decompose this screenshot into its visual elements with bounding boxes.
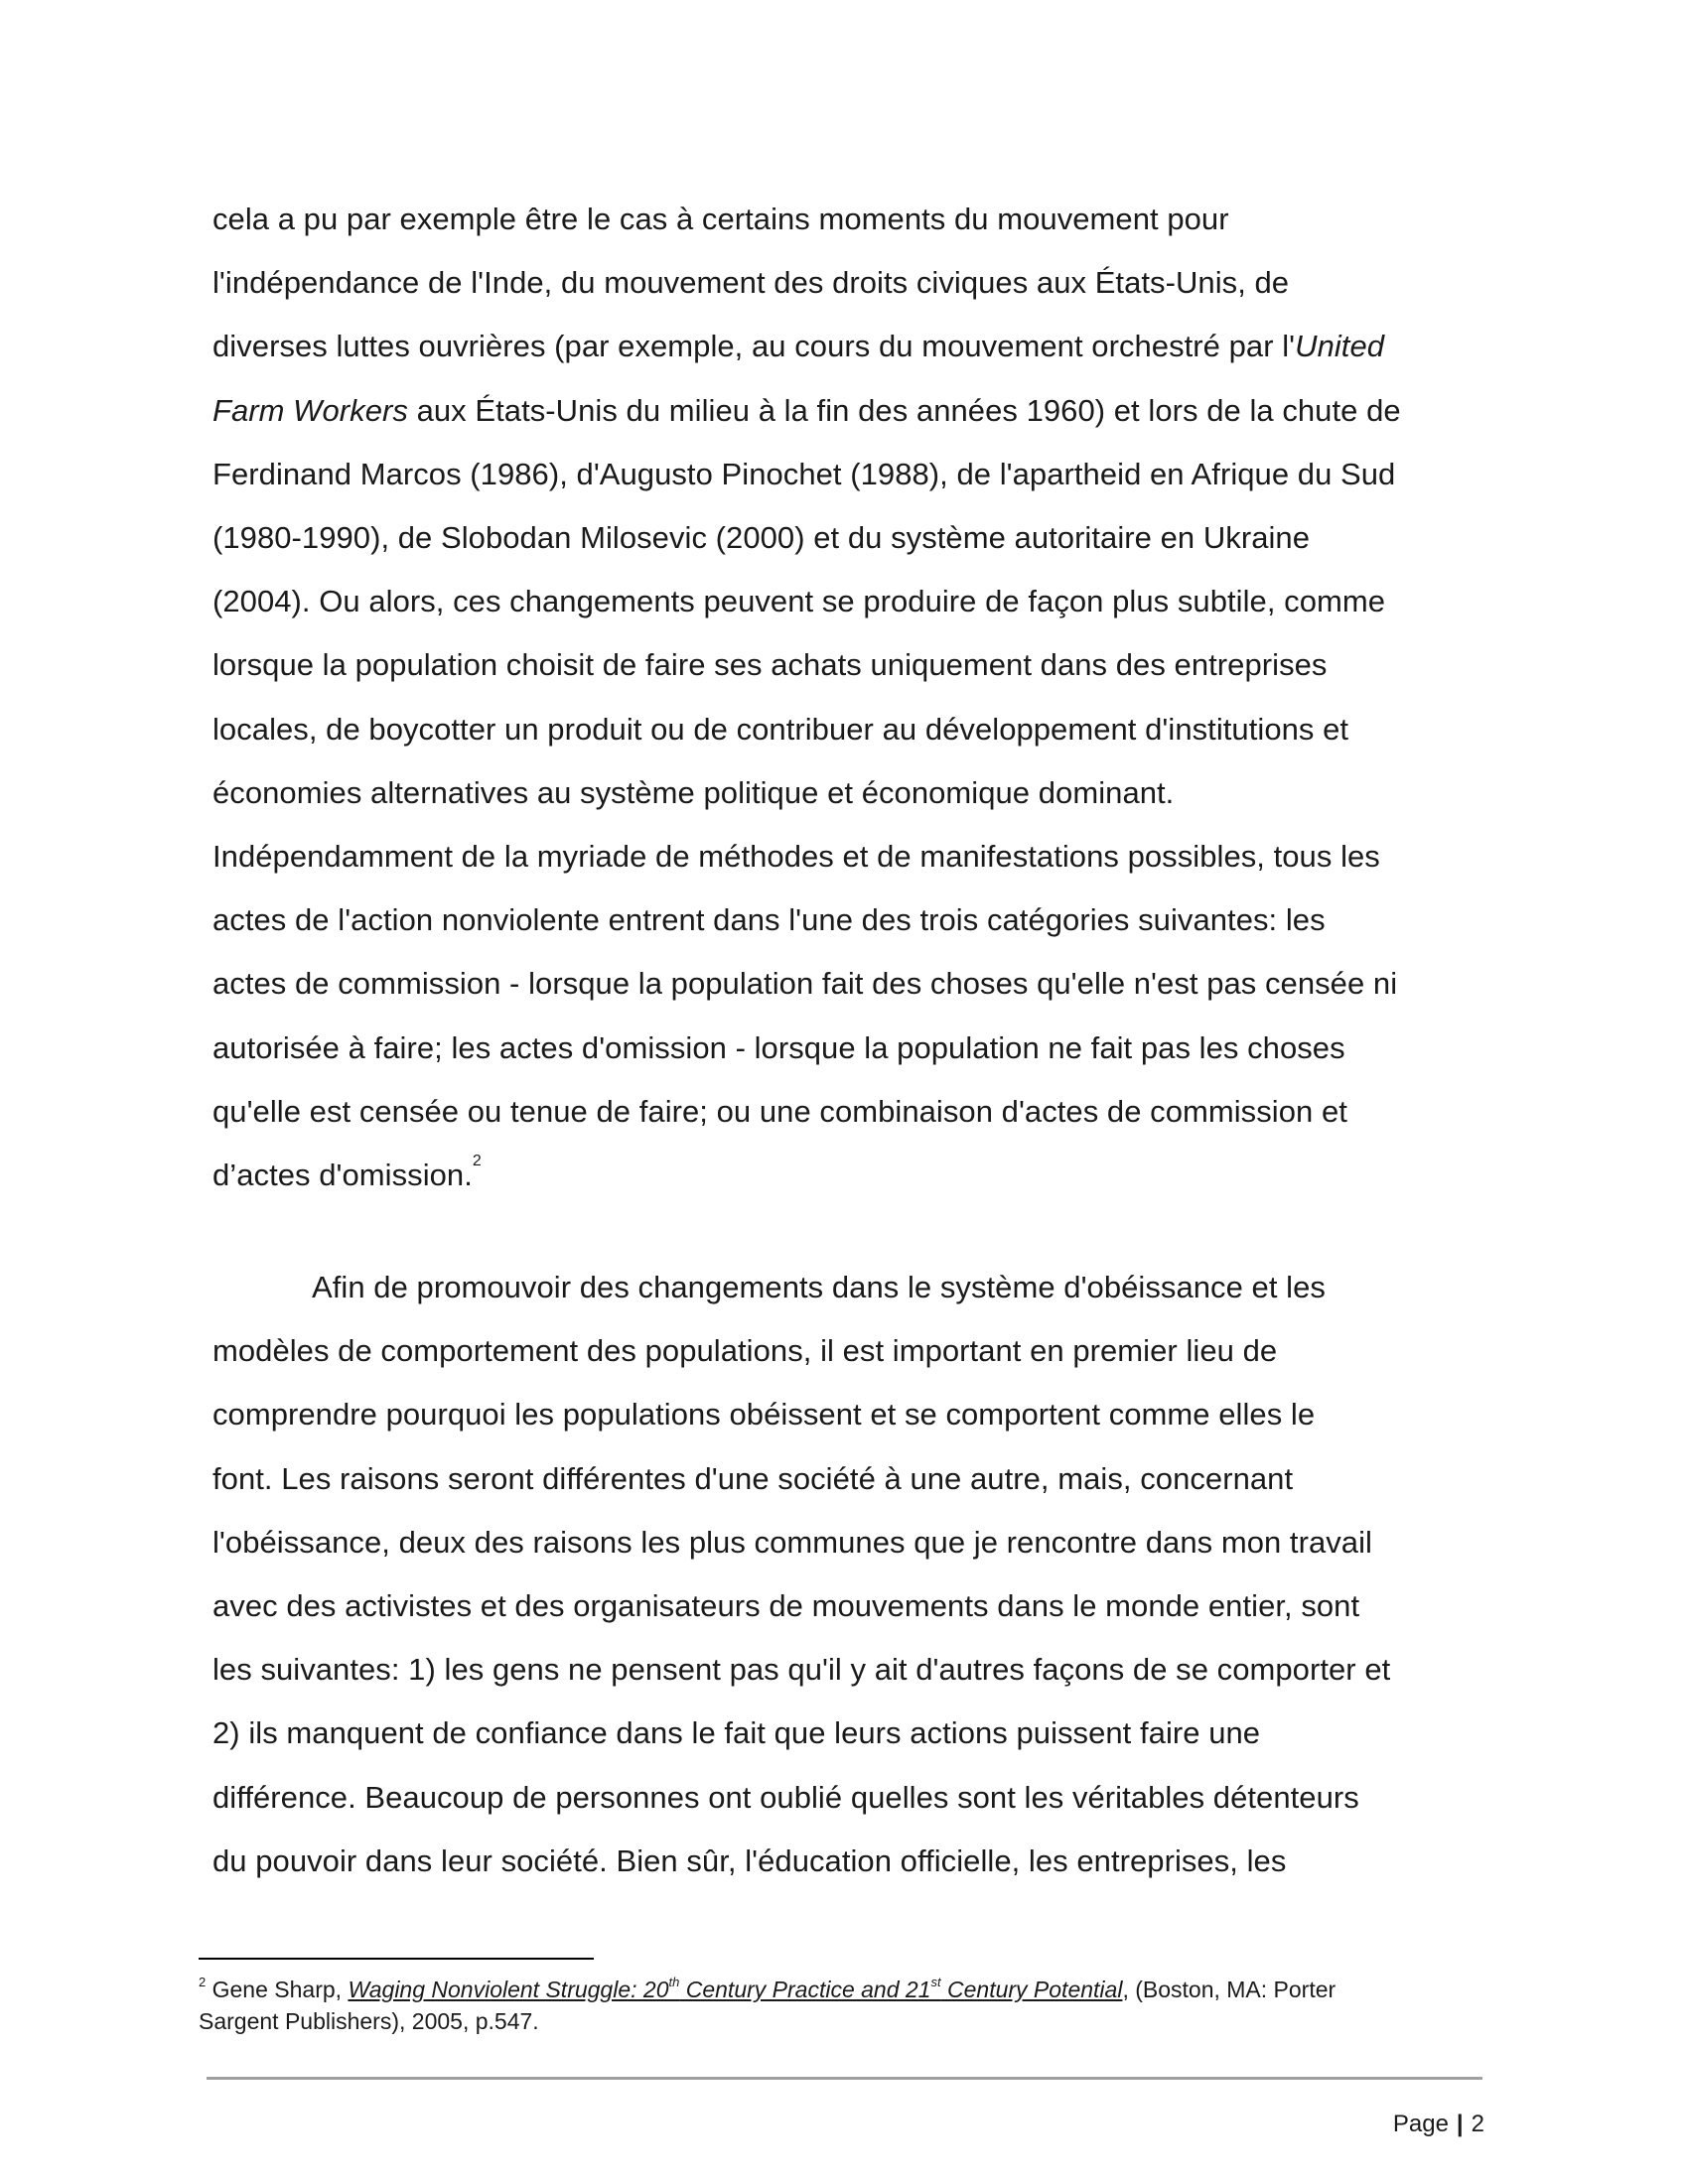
title-segment: Century Practice and 21 xyxy=(679,1977,931,2002)
text-segment: d’actes d'omission. xyxy=(212,1158,473,1193)
text-line: (2004). Ou alors, ces changements peuvent se produire de façon plus subtile, comme xyxy=(212,584,1386,619)
text-line: les suivantes: 1) les gens ne pensent pas qu'il y ait d'autres façons de se comporter et xyxy=(212,1652,1391,1688)
page-number: 2 xyxy=(1471,2111,1484,2137)
organization-name-italic: United xyxy=(1295,329,1385,364)
text-line: actes de l'action nonviolente entrent dans l'une des trois catégories suivantes: les xyxy=(212,902,1326,938)
footer-separator xyxy=(207,2077,1482,2080)
text-line: Indépendamment de la myriade de méthodes et de manifestations possibles, tous les xyxy=(212,839,1380,875)
text-line: comprendre pourquoi les populations obéissent et se comportent comme elles le xyxy=(212,1397,1316,1433)
book-title-link[interactable] xyxy=(348,1977,1122,2002)
footnote xyxy=(199,1974,1489,2037)
title-segment: Century Potential xyxy=(940,1977,1123,2002)
footnote-number: 2 xyxy=(199,1975,207,1989)
text-line: différence. Beaucoup de personnes ont oublié quelles sont les véritables détenteurs xyxy=(212,1779,1359,1815)
text-line: Afin de promouvoir des changements dans le système d'obéissance et les xyxy=(312,1270,1326,1304)
footnote-reference[interactable]: 2 xyxy=(472,1153,482,1170)
paragraph-1 xyxy=(212,188,1483,1207)
text-line: actes de commission - lorsque la population fait des choses qu'elle n'est pas censée ni xyxy=(212,966,1398,1002)
title-segment: Waging Nonviolent Struggle: 20 xyxy=(348,1977,669,2002)
footnote-author: Gene Sharp, xyxy=(211,1977,349,2002)
page-number-footer xyxy=(1393,2110,1484,2139)
text-line: lorsque la population choisit de faire ses achats uniquement dans des entreprises xyxy=(212,647,1328,683)
text-line: l'indépendance de l'Inde, du mouvement des droits civiques aux États-Unis, de xyxy=(212,265,1290,301)
text-line xyxy=(212,315,1483,378)
paragraph-2 xyxy=(212,1256,1483,1893)
footnote-publisher: , (Boston, MA: Porter xyxy=(1122,1977,1336,2002)
text-line: font. Les raisons seront différentes d'une société à une autre, mais, concernant xyxy=(212,1460,1294,1496)
text-line: économies alternatives au système politique et économique dominant. xyxy=(212,774,1175,810)
text-line xyxy=(212,1144,1483,1207)
text-line: du pouvoir dans leur société. Bien sûr, l'éducation officielle, les entreprises, les xyxy=(212,1843,1287,1878)
text-segment: aux États-Unis du milieu à la fin des années 1960) et lors de la chute de xyxy=(407,392,1401,428)
text-line xyxy=(212,379,1483,443)
text-line: qu'elle est censée ou tenue de faire; ou une combinaison d'actes de commission et xyxy=(212,1093,1347,1129)
text-line: autorisée à faire; les actes d'omission - lorsque la population ne fait pas les choses xyxy=(212,1029,1345,1065)
text-line: locales, de boycotter un produit ou de contribuer au développement d'institutions et xyxy=(212,711,1349,747)
footnote-separator xyxy=(199,1958,594,1960)
organization-name-italic: Farm Workers xyxy=(212,392,408,428)
page-separator: | xyxy=(1456,2111,1464,2137)
page-label: Page xyxy=(1392,2111,1449,2137)
footnote-line: Sargent Publishers), 2005, p.547. xyxy=(199,2008,539,2034)
text-line: Ferdinand Marcos (1986), d'Augusto Pinochet (1988), de l'apartheid en Afrique du Sud xyxy=(212,456,1396,491)
text-segment: diverses luttes ouvrières (par exemple, au cours du mouvement orchestré par l' xyxy=(212,329,1296,364)
footnote-line xyxy=(199,1974,1489,2005)
text-line: l'obéissance, deux des raisons les plus communes que je rencontre dans mon travail xyxy=(212,1524,1372,1560)
title-superscript: th xyxy=(668,1975,680,1989)
title-superscript: st xyxy=(930,1975,941,1989)
text-line: modèles de comportement des populations, il est important en premier lieu de xyxy=(212,1333,1278,1369)
text-line: cela a pu par exemple être le cas à certains moments du mouvement pour xyxy=(212,202,1229,236)
text-line: avec des activistes et des organisateurs de mouvements dans le monde entier, sont xyxy=(212,1588,1360,1624)
text-line: (1980-1990), de Slobodan Milosevic (2000) et du système autoritaire en Ukraine xyxy=(212,520,1311,556)
text-line: 2) ils manquent de confiance dans le fait que leurs actions puissent faire une xyxy=(212,1715,1261,1751)
